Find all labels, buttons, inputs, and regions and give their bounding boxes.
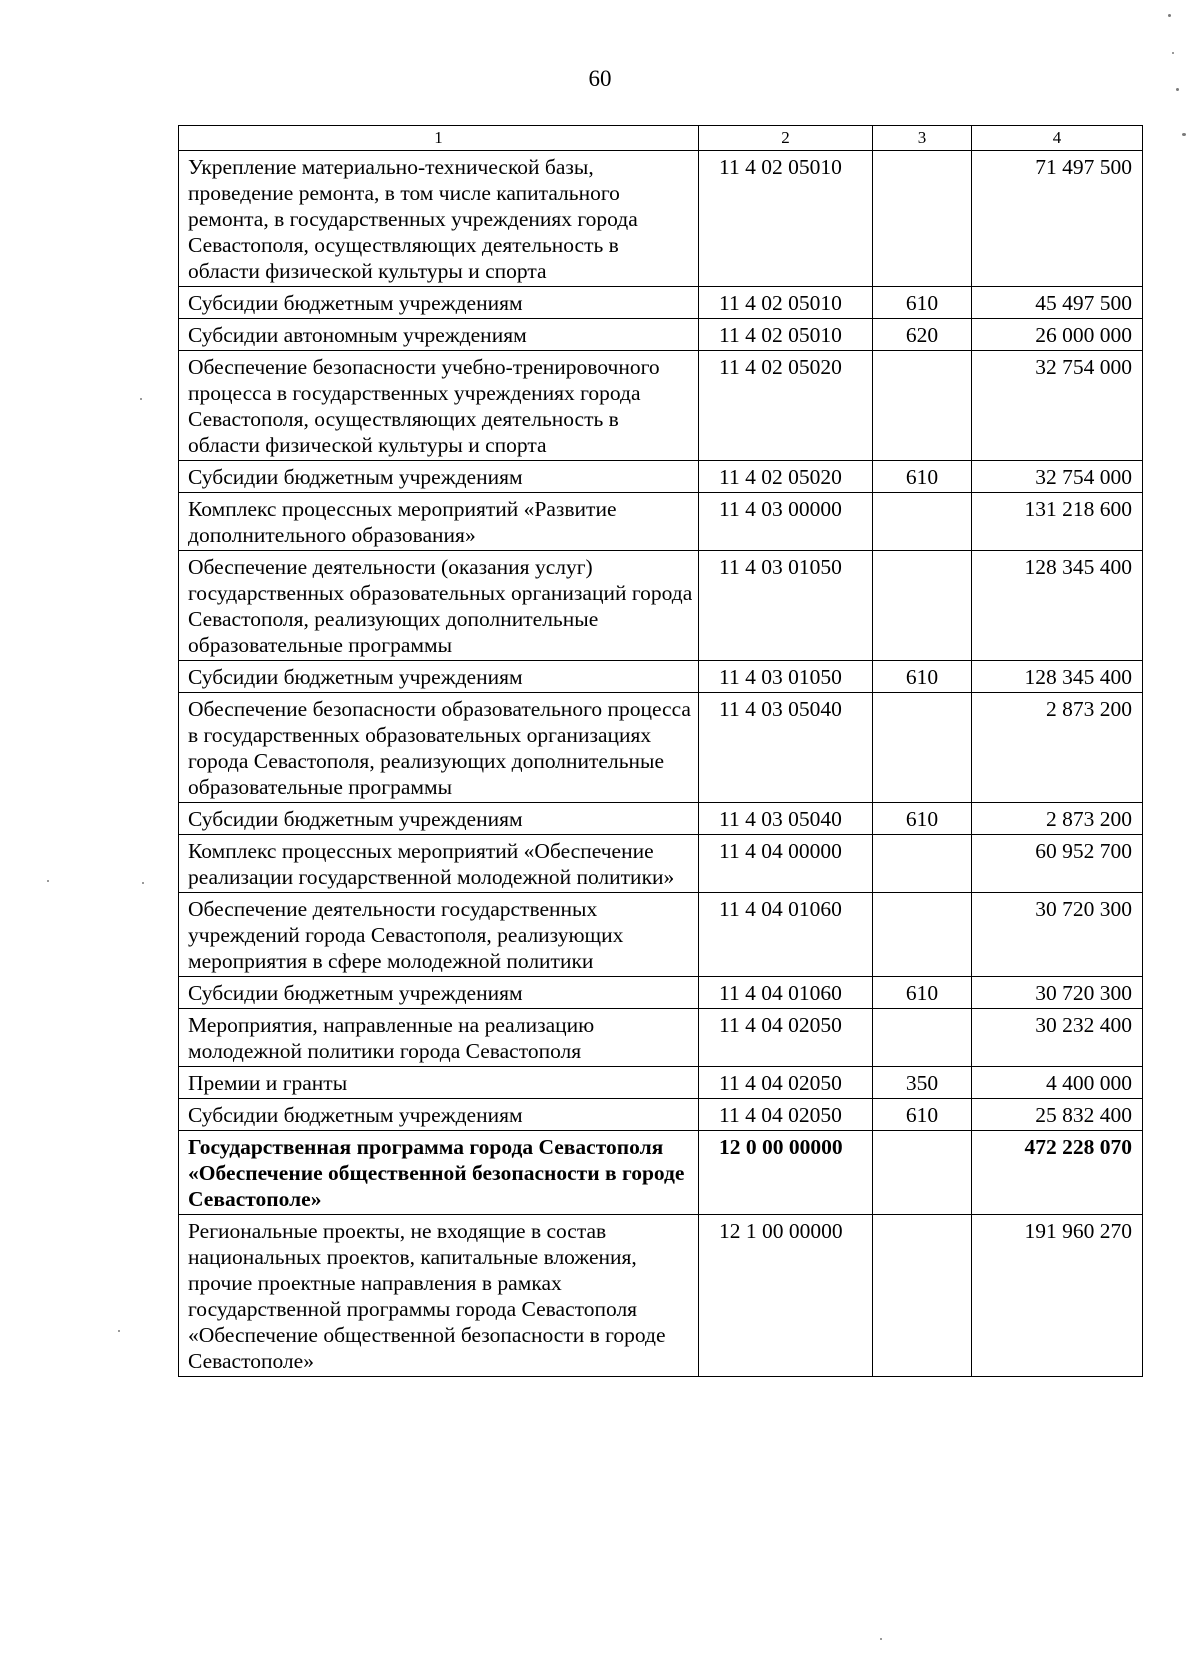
table-body bbox=[179, 151, 1143, 1377]
cell-type: 620 bbox=[873, 319, 972, 351]
cell-amount: 128 345 400 bbox=[972, 551, 1143, 661]
cell-name: Субсидии бюджетным учреждениям bbox=[179, 1099, 699, 1131]
cell-code: 11 4 04 01060 bbox=[699, 977, 873, 1009]
cell-amount: 472 228 070 bbox=[972, 1131, 1143, 1215]
cell-type bbox=[873, 351, 972, 461]
table-row bbox=[179, 1131, 1143, 1215]
cell-code: 11 4 04 01060 bbox=[699, 893, 873, 977]
cell-name: Комплекс процессных мероприятий «Развитие дополнительного образования» bbox=[179, 493, 699, 551]
table-row bbox=[179, 977, 1143, 1009]
cell-amount: 30 720 300 bbox=[972, 893, 1143, 977]
cell-amount: 26 000 000 bbox=[972, 319, 1143, 351]
cell-code: 11 4 04 02050 bbox=[699, 1009, 873, 1067]
column-header-type: 3 bbox=[873, 126, 972, 151]
cell-type bbox=[873, 551, 972, 661]
cell-amount: 2 873 200 bbox=[972, 693, 1143, 803]
cell-code: 11 4 02 05010 bbox=[699, 151, 873, 287]
cell-code: 11 4 03 00000 bbox=[699, 493, 873, 551]
cell-code: 11 4 02 05020 bbox=[699, 461, 873, 493]
cell-type bbox=[873, 1009, 972, 1067]
cell-name: Обеспечение безопасности учебно-тренировочного процесса в государственных учреждениях города Севастополя, осуществляющих деятельность в области физической культуры и спорта bbox=[179, 351, 699, 461]
cell-name: Обеспечение безопасности образовательного процесса в государственных образовательных организациях города Севастополя, реализующих дополнительные образовательные программы bbox=[179, 693, 699, 803]
table-row bbox=[179, 803, 1143, 835]
cell-name: Субсидии бюджетным учреждениям bbox=[179, 661, 699, 693]
cell-amount: 4 400 000 bbox=[972, 1067, 1143, 1099]
cell-type bbox=[873, 1131, 972, 1215]
column-header-code: 2 bbox=[699, 126, 873, 151]
table-row bbox=[179, 1215, 1143, 1377]
table-row bbox=[179, 835, 1143, 893]
cell-type: 610 bbox=[873, 977, 972, 1009]
cell-name: Государственная программа города Севастополя «Обеспечение общественной безопасности в городе Севастополе» bbox=[179, 1131, 699, 1215]
cell-code: 11 4 02 05010 bbox=[699, 319, 873, 351]
table-row bbox=[179, 661, 1143, 693]
cell-name: Мероприятия, направленные на реализацию молодежной политики города Севастополя bbox=[179, 1009, 699, 1067]
scan-speck bbox=[1182, 133, 1186, 136]
cell-code: 11 4 03 01050 bbox=[699, 551, 873, 661]
cell-amount: 32 754 000 bbox=[972, 351, 1143, 461]
cell-type bbox=[873, 1215, 972, 1377]
cell-type: 610 bbox=[873, 287, 972, 319]
table-row bbox=[179, 351, 1143, 461]
scan-speck bbox=[142, 882, 144, 884]
cell-amount: 30 720 300 bbox=[972, 977, 1143, 1009]
cell-amount: 45 497 500 bbox=[972, 287, 1143, 319]
cell-amount: 2 873 200 bbox=[972, 803, 1143, 835]
cell-type: 610 bbox=[873, 461, 972, 493]
cell-type: 610 bbox=[873, 661, 972, 693]
column-header-amount: 4 bbox=[972, 126, 1143, 151]
cell-name: Обеспечение деятельности государственных учреждений города Севастополя, реализующих мероприятия в сфере молодежной политики bbox=[179, 893, 699, 977]
cell-amount: 30 232 400 bbox=[972, 1009, 1143, 1067]
cell-code: 11 4 04 02050 bbox=[699, 1067, 873, 1099]
cell-amount: 25 832 400 bbox=[972, 1099, 1143, 1131]
cell-type bbox=[873, 693, 972, 803]
cell-type: 610 bbox=[873, 803, 972, 835]
table-row bbox=[179, 319, 1143, 351]
cell-amount: 71 497 500 bbox=[972, 151, 1143, 287]
cell-code: 11 4 02 05010 bbox=[699, 287, 873, 319]
cell-code: 11 4 02 05020 bbox=[699, 351, 873, 461]
column-header-name: 1 bbox=[179, 126, 699, 151]
cell-code: 11 4 04 02050 bbox=[699, 1099, 873, 1131]
cell-name: Комплекс процессных мероприятий «Обеспечение реализации государственной молодежной политики» bbox=[179, 835, 699, 893]
cell-amount: 60 952 700 bbox=[972, 835, 1143, 893]
cell-code: 11 4 03 05040 bbox=[699, 803, 873, 835]
scan-speck bbox=[47, 880, 49, 882]
page-number: 60 bbox=[588, 66, 612, 91]
scan-speck bbox=[140, 398, 142, 400]
cell-name: Субсидии бюджетным учреждениям bbox=[179, 287, 699, 319]
header-row bbox=[179, 126, 1143, 151]
cell-code: 11 4 03 05040 bbox=[699, 693, 873, 803]
cell-amount: 32 754 000 bbox=[972, 461, 1143, 493]
table-row bbox=[179, 893, 1143, 977]
scan-speck bbox=[1172, 52, 1174, 54]
table-row bbox=[179, 1067, 1143, 1099]
cell-code: 11 4 03 01050 bbox=[699, 661, 873, 693]
scan-speck bbox=[880, 1638, 882, 1640]
cell-type: 350 bbox=[873, 1067, 972, 1099]
table-row bbox=[179, 461, 1143, 493]
cell-type bbox=[873, 835, 972, 893]
cell-name: Субсидии бюджетным учреждениям bbox=[179, 803, 699, 835]
cell-code: 11 4 04 00000 bbox=[699, 835, 873, 893]
cell-name: Укрепление материально-технической базы, проведение ремонта, в том числе капитального ремонта, в государственных учреждениях города Севастополя, осуществляющих деятельность в области физической культуры и спорта bbox=[179, 151, 699, 287]
table-row bbox=[179, 551, 1143, 661]
cell-code: 12 1 00 00000 bbox=[699, 1215, 873, 1377]
table-row bbox=[179, 693, 1143, 803]
table-header bbox=[179, 126, 1143, 151]
table-row bbox=[179, 287, 1143, 319]
table-row bbox=[179, 493, 1143, 551]
cell-amount: 128 345 400 bbox=[972, 661, 1143, 693]
scan-speck bbox=[1168, 14, 1171, 17]
table-row bbox=[179, 1099, 1143, 1131]
cell-amount: 191 960 270 bbox=[972, 1215, 1143, 1377]
cell-name: Субсидии бюджетным учреждениям bbox=[179, 461, 699, 493]
table-row bbox=[179, 151, 1143, 287]
cell-name: Субсидии автономным учреждениям bbox=[179, 319, 699, 351]
cell-type: 610 bbox=[873, 1099, 972, 1131]
cell-type bbox=[873, 893, 972, 977]
cell-name: Премии и гранты bbox=[179, 1067, 699, 1099]
scan-speck bbox=[118, 1330, 120, 1332]
scan-speck bbox=[1176, 88, 1179, 91]
cell-name: Субсидии бюджетным учреждениям bbox=[179, 977, 699, 1009]
cell-amount: 131 218 600 bbox=[972, 493, 1143, 551]
cell-type bbox=[873, 493, 972, 551]
table-row bbox=[179, 1009, 1143, 1067]
cell-code: 12 0 00 00000 bbox=[699, 1131, 873, 1215]
cell-name: Региональные проекты, не входящие в состав национальных проектов, капитальные вложения, прочие проектные направления в рамках государственной программы города Севастополя «Обеспечение общественной безопасности в городе Севастополе» bbox=[179, 1215, 699, 1377]
cell-type bbox=[873, 151, 972, 287]
cell-name: Обеспечение деятельности (оказания услуг) государственных образовательных организаций города Севастополя, реализующих дополнительные образовательные программы bbox=[179, 551, 699, 661]
budget-table bbox=[178, 125, 1143, 1377]
